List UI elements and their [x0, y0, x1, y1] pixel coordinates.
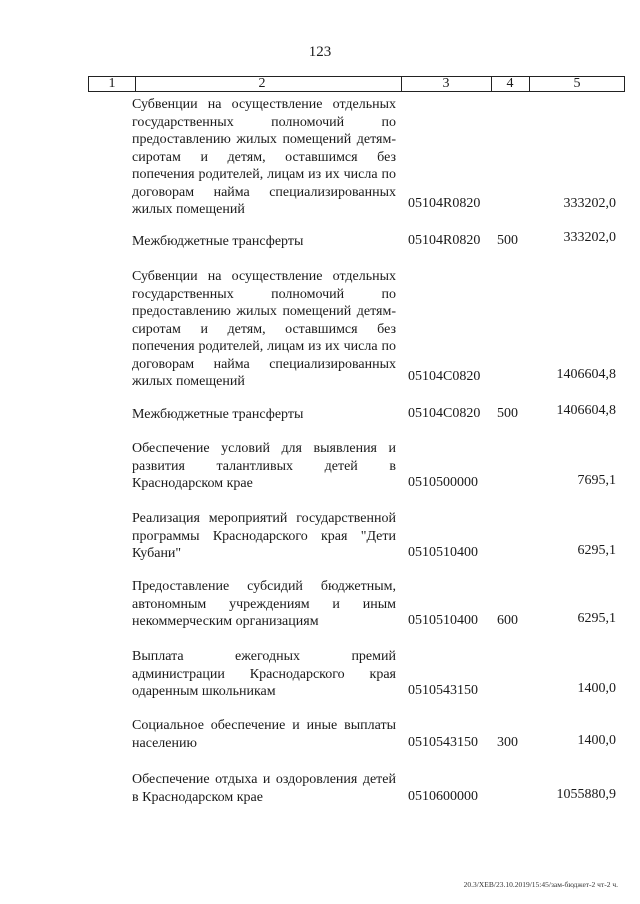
row-amount: 1400,0 [577, 733, 616, 748]
row-expense-type: 300 [497, 735, 518, 750]
row-code: 0510510400 [408, 545, 478, 560]
header-col-3: 3 [442, 76, 450, 91]
header-col-1: 1 [108, 76, 116, 91]
row-code: 0510543150 [408, 735, 478, 750]
row-amount: 333202,0 [563, 196, 616, 211]
row-description: Межбюджетные трансферты [132, 234, 304, 249]
row-description: Реализация мероприятий государственной программы Краснодарского края "Дети Кубани" [132, 511, 396, 561]
row-code: 05104C0820 [408, 369, 481, 384]
row-code: 0510543150 [408, 683, 478, 698]
row-expense-type: 500 [497, 406, 518, 421]
row-description: Обеспечение условий для выявления и развития талантливых детей в Краснодарском крае [132, 441, 396, 491]
row-description: Социальное обеспечение и иные выплаты населению [132, 718, 396, 751]
footer-stamp: 20.3/ХЕВ/23.10.2019/15:45/зам-бюджет-2 чт-2 ч. [463, 880, 618, 889]
header-col-4: 4 [506, 76, 514, 91]
page-number: 123 [308, 44, 332, 60]
row-code: 0510600000 [408, 789, 478, 804]
row-code: 05104R0820 [408, 233, 481, 248]
row-code: 05104C0820 [408, 406, 481, 421]
table-header [88, 76, 625, 92]
row-description: Выплата ежегодных премий администрации Краснодарского края одаренным школьникам [132, 649, 396, 699]
row-amount: 6295,1 [577, 543, 616, 558]
row-description: Обеспечение отдыха и оздоровления детей в Краснодарском крае [132, 772, 396, 805]
row-code: 0510500000 [408, 475, 478, 490]
row-amount: 1400,0 [577, 681, 616, 696]
row-amount: 1406604,8 [556, 367, 616, 382]
row-amount: 1055880,9 [556, 787, 616, 802]
row-description: Межбюджетные трансферты [132, 407, 304, 422]
header-col-5: 5 [573, 76, 581, 91]
row-amount: 7695,1 [577, 473, 616, 488]
row-description: Предоставление субсидий бюджетным, автономным учреждениям и иным некоммерческим организациям [132, 579, 396, 629]
row-description: Субвенции на осуществление отдельных государственных полномочий по предоставлению жилых помещений детям-сиротам и детям, оставшимся без попечения родителей, лицам из их числа по договорам найма специализированных жилых помещений [132, 97, 396, 217]
header-col-2: 2 [258, 76, 266, 91]
row-description: Субвенции на осуществление отдельных государственных полномочий по предоставлению жилых помещений детям-сиротам и детям, оставшимся без попечения родителей, лицам из их числа по договорам найма специализированных жилых помещений [132, 269, 396, 389]
row-amount: 6295,1 [577, 611, 616, 626]
row-expense-type: 600 [497, 613, 518, 628]
row-code: 05104R0820 [408, 196, 481, 211]
row-expense-type: 500 [497, 233, 518, 248]
row-amount: 1406604,8 [556, 403, 616, 418]
row-amount: 333202,0 [563, 230, 616, 245]
row-code: 0510510400 [408, 613, 478, 628]
